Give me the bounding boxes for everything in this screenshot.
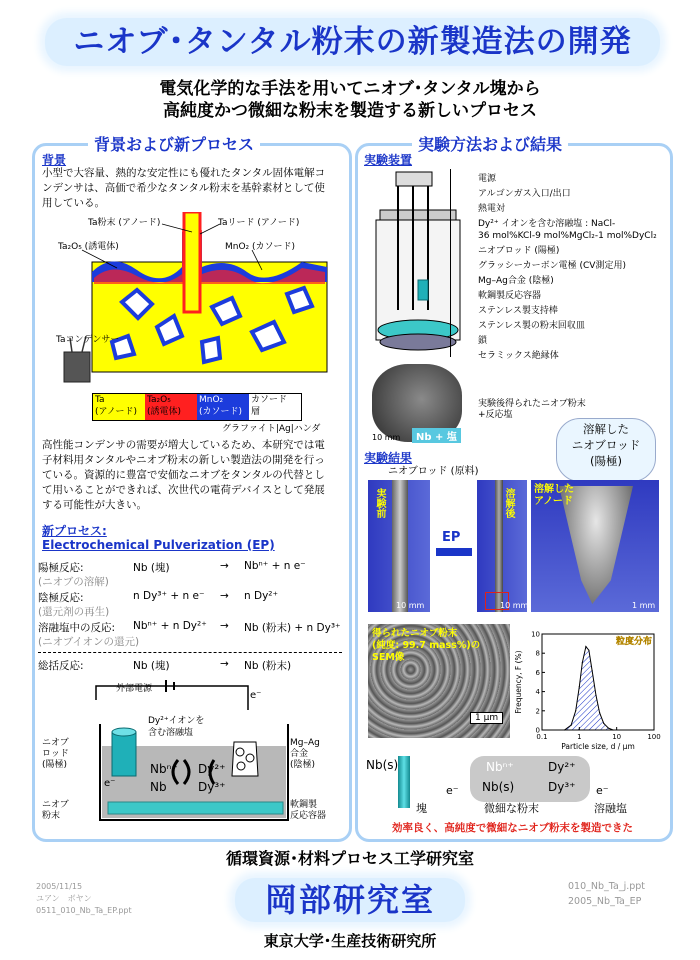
background-text-1: 小型で大容量、熱的な安定性にも優れたタンタル固体電解コンデンサは、高価で希少なタンタル粉末を基幹素材として使用している。 — [42, 167, 326, 209]
chart-x-label: Particle size, d / μm — [561, 742, 635, 751]
diagram-ions: Dy²⁺イオンを — [148, 716, 205, 726]
particle-chart-svg — [512, 620, 664, 756]
flow-e1: e⁻ — [446, 784, 459, 797]
legend-bottom: グラファイト|Ag|ハンダ — [222, 424, 321, 434]
apparatus-label-8: 軟鋼製反応容器 — [478, 291, 542, 301]
diagram-power: 外部電源 — [116, 684, 153, 694]
diagram-nb: Nb — [150, 780, 167, 794]
chart-y-tick-label: 6 — [535, 668, 540, 677]
rod-after-scale: 10 mm — [500, 601, 529, 610]
university: 東京大学･生産技術研究所 — [263, 932, 437, 950]
anode-scale: 1 mm — [632, 601, 656, 610]
chart-x-tick-label: 0.1 — [536, 733, 548, 741]
flow-lump: 塊 — [416, 802, 427, 815]
apparatus-label-11: 鎖 — [478, 336, 488, 346]
diagram-nb-ion: Nbⁿ⁺ — [150, 762, 178, 776]
legend-cathode: カソード 層 — [249, 394, 301, 420]
apparatus-label-0: 電源 — [478, 174, 497, 184]
chart-x-tick-label: 10 — [612, 733, 622, 741]
diagram-rod: ニオブ ロッド (陽極) — [42, 738, 69, 770]
chart-y-tick-label: 8 — [535, 649, 540, 658]
right-panel-title: 実験方法および結果 — [412, 132, 568, 155]
flow-dy2: Dy²⁺ — [548, 760, 576, 774]
label-dissolved-anode: 溶解した アノード — [534, 484, 574, 507]
chart-y-tick-label: 4 — [535, 688, 540, 697]
apparatus-label-9: ステンレス製支持棒 — [478, 306, 558, 316]
footer-right-2: 2005_Nb_Ta_EP — [568, 896, 642, 907]
chart-point — [564, 729, 565, 730]
flow-dy3: Dy³⁺ — [548, 780, 576, 794]
capacitor-legend — [92, 393, 302, 421]
apparatus-label-12: セラミックス絶縁体 — [478, 351, 559, 361]
lab-title: 岡部研究室 — [264, 881, 435, 919]
powder-photo-tag: Nb + 塩 — [412, 428, 461, 443]
reaction-cathode: 陰極反応: n Dy³⁺ + n e⁻ → n Dy²⁺ (還元剤の再生) — [38, 590, 279, 618]
chart-point — [592, 670, 593, 671]
legend-ta2o5: Ta₂O₅ (誘電体) — [145, 394, 197, 420]
rod-before-scale: 10 mm — [396, 601, 425, 610]
label-ta2o5: Ta₂O₅ (誘電体) — [58, 242, 119, 252]
chart-y-tick-label: 2 — [535, 707, 540, 716]
apparatus-label-3: Dy²⁺ イオンを含む溶融塩 : NaCl- — [478, 219, 616, 229]
apparatus-label-2: 熱電対 — [478, 204, 506, 214]
footer-left-2: ユアン ボヤン — [36, 894, 92, 903]
label-mno2: MnO₂ (カソード) — [225, 242, 296, 252]
chart-point — [588, 650, 589, 651]
flow-e2: e⁻ — [596, 784, 609, 797]
chart-point — [612, 729, 613, 730]
chart-point — [575, 710, 576, 711]
process-heading-2: Electrochemical Pulverization (EP) — [42, 538, 275, 552]
page-title: ニオブ･タンタル粉末の新製造法の開発 — [73, 24, 632, 60]
flow-lump-cylinder — [398, 756, 410, 808]
rod-label: ニオブロッド (原料) — [388, 466, 479, 477]
legend-mno2: MnO₂ (カソード) — [197, 394, 249, 420]
label-ta-lead: Taリード (アノード) — [218, 218, 300, 228]
footer-right-1: 010_Nb_Ta_j.ppt — [568, 881, 646, 892]
subtitle-line2: 高純度かつ微細な粉末を製造する新しいプロセス — [163, 101, 537, 121]
background-text-2: 高性能コンデンサの需要が増大しているため、本研究では電子材料用タンタルやニオブ粉末の新しい製造法の開発を行っている。資源的に豊富で安価なニオブをタンタルの代替として用いることができれば、次世代の電荷デバイスとして発展する可能性が大きい。 — [42, 439, 325, 511]
sem-scale: 1 μm — [470, 712, 503, 724]
process-heading-1: 新プロセス: — [42, 524, 107, 538]
diagram-e-left: e⁻ — [104, 778, 116, 789]
flow-salt: 溶融塩 — [594, 802, 627, 815]
chart-point — [595, 695, 596, 696]
label-ta-powder: Ta粉末 (アノード) — [88, 218, 161, 228]
apparatus-label-6: グラッシーカーボン電極 (CV測定用) — [478, 261, 626, 271]
label-after: 溶解後 — [503, 488, 514, 518]
particle-chart — [512, 620, 664, 756]
diagram-powder: ニオブ 粉末 — [42, 800, 69, 821]
ep-label: EP — [442, 530, 461, 545]
diagram-vessel: 軟鋼製 反応容器 — [290, 800, 327, 821]
reaction-salt: 溶融塩中の反応: Nbⁿ⁺ + n Dy²⁺ → Nb (粉末) + n Dy³⁺ (ニオブイオンの還元) — [38, 620, 341, 648]
reaction-divider — [38, 652, 342, 653]
diagram-dy3: Dy³⁺ — [198, 780, 226, 794]
label-before: 実験前 — [374, 488, 385, 518]
subtitle-line1: 電気化学的な手法を用いてニオブ･タンタル塊から — [159, 79, 541, 99]
flow-fine: 微細な粉末 — [484, 802, 539, 815]
legend-ta: Ta (アノード) — [93, 394, 145, 420]
diagram-e-right: e⁻ — [250, 690, 262, 701]
chart-point — [579, 686, 580, 687]
conclusion: 効率良く、高純度で微細なニオブ粉末を製造できた — [392, 822, 633, 834]
apparatus-leaders — [450, 169, 459, 357]
left-panel-title: 背景および新プロセス — [88, 132, 260, 155]
apparatus-heading: 実験装置 — [364, 153, 413, 167]
ep-arrow — [436, 548, 472, 556]
chart-title: 粒度分布 — [615, 637, 652, 647]
chart-y-tick-label: 10 — [531, 630, 540, 639]
footer-left-3: 0511_010_Nb_Ta_EP.ppt — [36, 906, 132, 915]
reaction-overall: 総括反応: Nb (塊) → Nb (粉末) — [38, 658, 292, 672]
flow-nbn: Nbⁿ⁺ — [486, 760, 514, 774]
label-condenser: Taコンデンサー — [56, 335, 120, 345]
bubble-dissolved-rod: 溶解した ニオブロッド (陽極) — [556, 418, 656, 482]
diagram-ions-2: 含む溶融塩 — [148, 728, 194, 738]
sem-label: 得られたニオブ粉末 (純度: 99.7 mass%)の SEM像 — [372, 628, 481, 663]
chart-point — [582, 662, 583, 663]
chart-point — [603, 723, 604, 724]
results-heading: 実験結果 — [364, 451, 413, 465]
apparatus-label-4: 36 mol%KCl-9 mol%MgCl₂-1 mol%DyCl₂ — [478, 231, 657, 241]
apparatus-label-10: ステンレス製の粉末回収皿 — [478, 321, 585, 331]
powder-photo-scale: 10 mm — [372, 433, 401, 442]
reaction-anode: 陽極反応: Nb (塊) → Nbⁿ⁺ + n e⁻ (ニオブの溶解) — [38, 560, 306, 588]
chart-point — [608, 728, 609, 729]
background-heading: 背景 — [42, 153, 67, 167]
apparatus-label-1: アルゴンガス入口/出口 — [478, 189, 571, 199]
flow-nbs: Nb(s) — [366, 758, 399, 772]
flow-nbs2: Nb(s) — [482, 780, 515, 794]
diagram-dy2: Dy²⁺ — [198, 762, 226, 776]
reactions — [38, 560, 344, 650]
chart-y-tick-label: 0 — [535, 726, 540, 735]
footer-left-1: 2005/11/15 — [36, 882, 83, 891]
chart-x-tick-label: 100 — [647, 733, 661, 741]
chart-point — [599, 712, 600, 713]
chart-x-tick-label: 1 — [577, 733, 582, 741]
apparatus-label-5: ニオブロッド (陽極) — [478, 246, 560, 256]
lab-full-name: 循環資源･材料プロセス工学研究室 — [225, 849, 474, 868]
powder-photo-caption: 実験後得られたニオブ粉末 +反応塩 — [478, 399, 586, 420]
chart-point — [585, 646, 586, 647]
diagram-alloy: Mg–Ag 合金 (陰極) — [290, 738, 320, 770]
chart-y-label: Frequency, F (%) — [514, 650, 523, 714]
apparatus-label-7: Mg–Ag合金 (陰極) — [478, 276, 554, 286]
chart-point — [571, 725, 572, 726]
